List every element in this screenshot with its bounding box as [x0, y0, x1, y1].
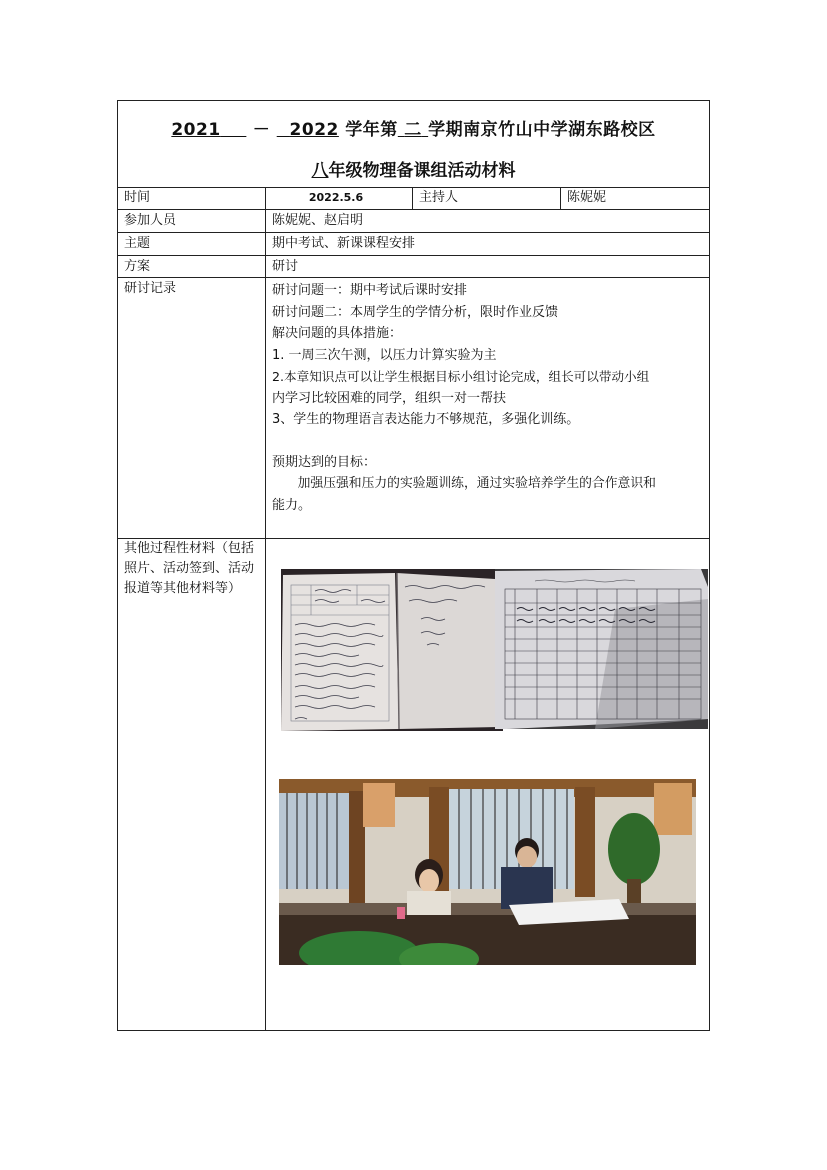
topic-value: 期中考试、新课课程安排	[272, 236, 416, 251]
other-materials-label: 其他过程性材料（包括照片、活动签到、活动报道等其他材料等）	[118, 539, 266, 1030]
topic-row	[118, 233, 709, 256]
host-value: 陈妮妮	[567, 190, 607, 205]
handwritten-sheet-icon	[281, 569, 503, 731]
plan-row	[118, 256, 709, 278]
record-line: 2.本章知识点可以让学生根据目标小组讨论完成，组长可以带动小组	[272, 369, 650, 384]
school-name: 学期南京竹山中学湖东路校区	[428, 120, 656, 140]
record-label: 研讨记录	[118, 278, 266, 538]
year-start: 2021	[171, 120, 221, 140]
host-label: 主持人	[413, 187, 561, 209]
participants-label: 参加人员	[118, 210, 266, 232]
record-line: 加强压强和压力的实验题训练，通过实验培养学生的合作意识和	[297, 476, 656, 491]
participants-row	[118, 210, 709, 233]
time-label: 时间	[118, 187, 266, 209]
record-line: 能力。	[272, 497, 312, 513]
plan-value: 研讨	[272, 259, 299, 274]
participants-value: 陈妮妮、赵启明	[272, 213, 364, 228]
record-line: 预期达到的目标：	[272, 454, 377, 470]
meeting-photo	[279, 779, 696, 965]
topic-label: 主题	[118, 233, 266, 255]
meeting-scene-icon	[279, 779, 696, 965]
year-dash: －	[252, 120, 271, 140]
record-line: 1. 一周三次午测，以压力计算实验为主	[272, 347, 497, 363]
record-blank-line	[272, 431, 703, 452]
other-materials-row	[118, 539, 709, 1030]
record-line: 研讨问题二：本周学生的学情分析，限时作业反馈	[272, 304, 559, 320]
record-content	[266, 278, 709, 538]
document-title	[118, 115, 709, 140]
record-line: 3、学生的物理语言表达能力不够规范，多强化训练。	[272, 412, 580, 427]
time-row	[118, 187, 709, 210]
time-value: 2022.5.6	[266, 187, 413, 209]
signin-sheet-photo	[495, 569, 708, 729]
record-line: 内学习比较困难的同学，组织一对一帮扶	[272, 390, 507, 406]
document-subtitle	[118, 156, 709, 181]
year-word: 学年第	[345, 120, 398, 140]
subtitle-text: 年级物理备课组活动材料	[328, 161, 516, 181]
signin-sheet-icon	[495, 569, 708, 729]
activity-document	[117, 100, 710, 1031]
year-end: 2022	[289, 120, 339, 140]
photos-area	[266, 539, 709, 1030]
record-row	[118, 278, 709, 539]
semester: 二	[404, 120, 422, 140]
record-line: 解决问题的具体措施：	[272, 326, 403, 341]
plan-label: 方案	[118, 256, 266, 277]
handwritten-record-sheet-photo	[281, 569, 503, 731]
record-line: 研讨问题一：期中考试后课时安排	[272, 283, 468, 298]
grade: 八	[311, 161, 329, 181]
document-header	[118, 101, 709, 188]
